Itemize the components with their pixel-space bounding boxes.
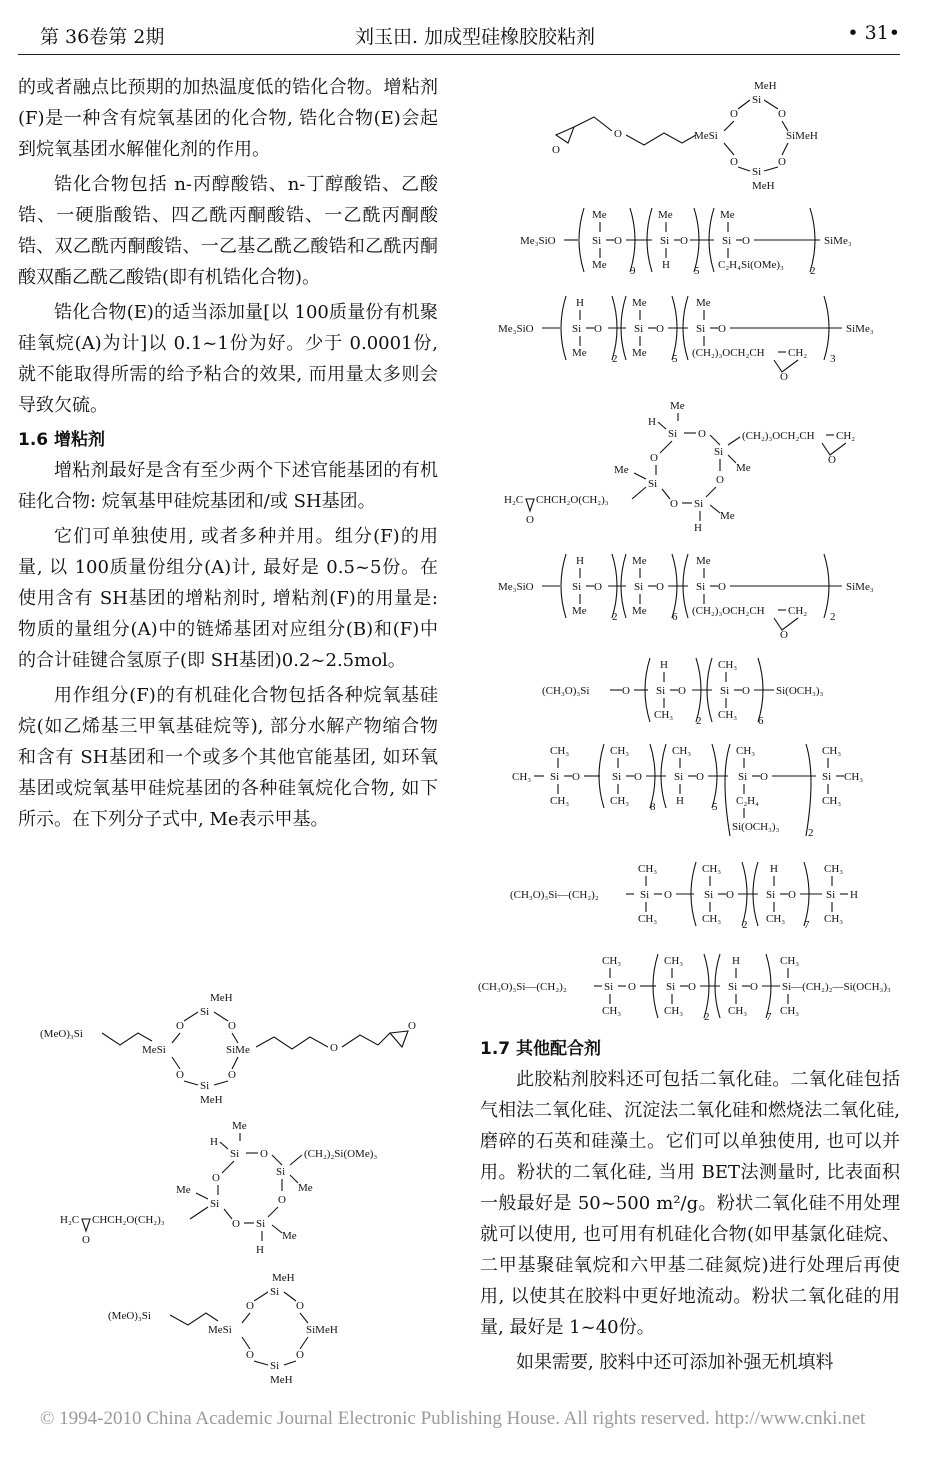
paragraph: 用作组分(F)的有机硅化合物包括各种烷氧基硅烷(如乙烯基三甲氧基硅烷等), 部分水解产物缩合物和含有 SH基团和一个或多个其他官能基团, 如环氧基团或烷氧基甲硅烷基团的各种硅氧烷化合物, 如下所示。在下列分子式中, Me表示甲基。	[18, 685, 438, 830]
svg-text:H: H	[576, 555, 584, 567]
right-column-text	[480, 1034, 900, 1382]
svg-text:Si: Si	[656, 685, 666, 697]
svg-text:O: O	[634, 771, 642, 783]
svg-text:2: 2	[612, 611, 618, 623]
svg-text:C₂H₄Si(OMe)₃: C₂H₄Si(OMe)₃	[718, 259, 784, 271]
svg-text:O: O	[778, 156, 786, 168]
svg-text:H: H	[256, 1244, 264, 1256]
svg-text:CH₃: CH₃	[638, 913, 658, 925]
structure-linear-2	[496, 290, 896, 385]
svg-text:Si: Si	[230, 1148, 240, 1160]
svg-text:Si: Si	[714, 446, 724, 458]
svg-text:H: H	[660, 659, 668, 671]
svg-text:CH₃: CH₃	[672, 745, 692, 757]
svg-text:CH₃: CH₃	[664, 1005, 684, 1017]
svg-text:Me₃SiO: Me₃SiO	[498, 323, 534, 335]
svg-text:Si: Si	[668, 428, 678, 440]
svg-text:MeSi: MeSi	[208, 1324, 232, 1336]
svg-text:CH₃: CH₃	[610, 795, 630, 807]
svg-text:H: H	[676, 795, 684, 807]
svg-text:O: O	[688, 981, 696, 993]
structure-cyclo-1	[30, 985, 450, 1110]
svg-text:H₂C: H₂C	[504, 494, 524, 506]
svg-text:Si: Si	[766, 889, 776, 901]
svg-text:9: 9	[630, 265, 636, 276]
svg-text:O: O	[614, 235, 622, 247]
svg-text:O: O	[228, 1069, 236, 1081]
svg-text:MeH: MeH	[210, 992, 233, 1004]
structure-linear-3	[496, 548, 896, 643]
svg-text:Si: Si	[572, 323, 582, 335]
svg-text:CH₃: CH₃	[602, 955, 622, 967]
svg-text:(CH₂)₃OCH₂CH: (CH₂)₃OCH₂CH	[692, 347, 765, 359]
svg-text:CH₃: CH₃	[654, 709, 674, 721]
svg-text:2: 2	[704, 1011, 710, 1023]
svg-text:Me: Me	[282, 1230, 297, 1242]
svg-text:SiMeH: SiMeH	[786, 130, 818, 142]
svg-text:6: 6	[758, 715, 764, 727]
svg-text:Si: Si	[722, 235, 732, 247]
section-heading: 1.7 其他配合剂	[480, 1039, 602, 1059]
svg-text:H: H	[648, 416, 656, 428]
svg-text:H: H	[576, 297, 584, 309]
svg-text:6: 6	[672, 611, 678, 623]
svg-text:SiMe: SiMe	[226, 1044, 250, 1056]
svg-text:Si(OCH₃)₃: Si(OCH₃)₃	[732, 821, 780, 833]
svg-text:O: O	[828, 454, 836, 466]
svg-text:Si: Si	[696, 581, 706, 593]
svg-text:O: O	[696, 771, 704, 783]
svg-text:Si: Si	[738, 771, 748, 783]
svg-text:CH₃: CH₃	[822, 745, 842, 757]
svg-text:Me: Me	[592, 259, 607, 271]
svg-text:Si: Si	[666, 981, 676, 993]
svg-text:(CH₃O)₃Si: (CH₃O)₃Si	[542, 685, 590, 697]
svg-text:Si: Si	[612, 771, 622, 783]
header-rule	[18, 54, 900, 55]
svg-text:SiMeH: SiMeH	[306, 1324, 338, 1336]
svg-text:H: H	[694, 522, 702, 534]
svg-text:CH₃: CH₃	[550, 745, 570, 757]
svg-text:O: O	[232, 1218, 240, 1230]
svg-text:O: O	[788, 889, 796, 901]
copyright-footer: © 1994-2010 China Academic Journal Electronic Publishing House. All rights reserved. http://www.cnki.net	[40, 1408, 866, 1429]
svg-text:Me: Me	[632, 347, 647, 359]
svg-text:Si: Si	[826, 889, 836, 901]
svg-text:O: O	[408, 1020, 416, 1032]
svg-text:O: O	[698, 428, 706, 440]
svg-text:O: O	[176, 1069, 184, 1081]
svg-text:7: 7	[804, 919, 810, 931]
svg-text:O: O	[278, 1194, 286, 1206]
svg-text:5: 5	[672, 353, 678, 365]
svg-text:O: O	[656, 323, 664, 335]
svg-text:O: O	[212, 1172, 220, 1184]
svg-text:SiMe₃: SiMe₃	[824, 235, 852, 247]
svg-text:Si(OCH₃)₃: Si(OCH₃)₃	[776, 685, 824, 697]
svg-text:O: O	[572, 771, 580, 783]
svg-text:CH₃: CH₃	[728, 1005, 748, 1017]
svg-text:2: 2	[810, 265, 816, 276]
svg-text:O: O	[176, 1020, 184, 1032]
svg-text:Si: Si	[696, 323, 706, 335]
svg-text:MeH: MeH	[272, 1272, 295, 1284]
structure-linear-4	[540, 652, 860, 728]
svg-text:CH₃: CH₃	[610, 745, 630, 757]
svg-text:CH₃: CH₃	[702, 913, 722, 925]
svg-text:CH₃: CH₃	[718, 709, 738, 721]
svg-text:Me: Me	[720, 209, 735, 221]
svg-text:CH₂: CH₂	[836, 430, 856, 442]
svg-text:(CH₃O)₃Si—(CH₂)₂: (CH₃O)₃Si—(CH₂)₂	[478, 981, 567, 993]
svg-text:MeSi: MeSi	[142, 1044, 166, 1056]
svg-text:Me: Me	[176, 1184, 191, 1196]
svg-text:2: 2	[612, 353, 618, 365]
svg-text:8: 8	[650, 801, 656, 813]
svg-text:CH₃: CH₃	[664, 955, 684, 967]
svg-text:Me: Me	[736, 462, 751, 474]
structure-linear-1	[518, 202, 898, 276]
svg-text:CH₃: CH₃	[844, 771, 864, 783]
svg-text:O: O	[760, 771, 768, 783]
section-heading: 1.6 增粘剂	[18, 430, 106, 450]
svg-text:Si: Si	[720, 685, 730, 697]
svg-text:O: O	[228, 1020, 236, 1032]
svg-text:Me: Me	[298, 1182, 313, 1194]
svg-text:O: O	[664, 889, 672, 901]
structure-cyclo-2	[50, 1115, 430, 1260]
structure-linear-6	[508, 856, 898, 932]
svg-text:Me: Me	[572, 347, 587, 359]
svg-text:Me: Me	[696, 297, 711, 309]
svg-text:CH₃: CH₃	[780, 1005, 800, 1017]
svg-text:O: O	[670, 498, 678, 510]
svg-text:O: O	[614, 128, 622, 140]
svg-text:5: 5	[712, 801, 718, 813]
svg-text:MeH: MeH	[200, 1094, 223, 1106]
svg-text:Si: Si	[270, 1360, 280, 1372]
svg-text:O: O	[742, 685, 750, 697]
svg-text:CH₂: CH₂	[788, 347, 808, 359]
svg-text:O: O	[296, 1300, 304, 1312]
structure-cyclo-5	[500, 395, 890, 535]
svg-text:CH₃: CH₃	[702, 863, 722, 875]
svg-text:MeH: MeH	[752, 180, 775, 192]
svg-text:Me: Me	[572, 605, 587, 617]
running-title: 刘玉田. 加成型硅橡胶胶粘剂	[354, 26, 596, 48]
svg-text:Si: Si	[674, 771, 684, 783]
svg-text:Me: Me	[632, 297, 647, 309]
svg-text:H: H	[662, 259, 670, 271]
svg-text:2: 2	[830, 611, 836, 623]
svg-text:O: O	[716, 474, 724, 486]
svg-text:H: H	[770, 863, 778, 875]
svg-text:3: 3	[830, 353, 836, 365]
svg-text:Si: Si	[210, 1198, 220, 1210]
svg-text:CH₃: CH₃	[822, 795, 842, 807]
svg-text:Me₃SiO: Me₃SiO	[498, 581, 534, 593]
svg-text:O: O	[260, 1148, 268, 1160]
svg-text:CHCH₂O(CH₂)₃: CHCH₂O(CH₂)₃	[536, 494, 609, 506]
svg-text:MeSi: MeSi	[694, 130, 718, 142]
svg-text:O: O	[726, 889, 734, 901]
svg-text:O: O	[730, 108, 738, 120]
paragraph: 它们可单独使用, 或者多种并用。组分(F)的用量, 以 100质量份组分(A)计, 最好是 0.5~5份。在使用含有 SH基团的增粘剂时, 增粘剂(F)的用量是: 物质的量组分(A)中的链烯基团对应组分(B)和(F)中的合计硅键合氢原子(即 SH基团)0.2~2.5mol。	[18, 526, 438, 671]
svg-text:CH₃: CH₃	[512, 771, 532, 783]
svg-text:O: O	[246, 1349, 254, 1361]
svg-text:Me: Me	[720, 510, 735, 522]
svg-text:Me: Me	[614, 464, 629, 476]
paragraph: 锆化合物(E)的适当添加量[以 100质量份有机聚硅氧烷(A)为计]以 0.1~1份为好。少于 0.0001份, 就不能取得所需的给予粘合的效果, 而用量太多则会导致欠硫。	[18, 302, 438, 416]
svg-text:Si: Si	[752, 166, 762, 178]
svg-text:C₂H₄: C₂H₄	[736, 795, 759, 807]
svg-text:CH₃: CH₃	[718, 659, 738, 671]
svg-text:CHCH₂O(CH₂)₃: CHCH₂O(CH₂)₃	[92, 1214, 165, 1226]
svg-text:H: H	[850, 889, 858, 901]
svg-text:Me: Me	[632, 605, 647, 617]
svg-text:Si—(CH₂)₂—Si(OCH₃)₃: Si—(CH₂)₂—Si(OCH₃)₃	[782, 981, 891, 993]
svg-text:2: 2	[696, 715, 702, 727]
svg-text:O: O	[246, 1300, 254, 1312]
left-column	[18, 72, 438, 839]
svg-text:Si: Si	[200, 1006, 210, 1018]
svg-text:SiMe₃: SiMe₃	[846, 323, 874, 335]
svg-text:(CH₂)₃OCH₂CH: (CH₂)₃OCH₂CH	[692, 605, 765, 617]
svg-text:(MeO)₃Si: (MeO)₃Si	[40, 1028, 83, 1040]
svg-text:O: O	[594, 323, 602, 335]
paragraph: 增粘剂最好是含有至少两个下述官能基团的有机硅化合物: 烷氧基甲硅烷基团和/或 SH基团。	[18, 460, 438, 512]
svg-text:Si: Si	[270, 1286, 280, 1298]
svg-text:(MeO)₃Si: (MeO)₃Si	[108, 1310, 151, 1322]
svg-text:O: O	[742, 235, 750, 247]
svg-text:CH₂: CH₂	[788, 605, 808, 617]
svg-text:2: 2	[808, 827, 814, 839]
svg-text:2: 2	[742, 919, 748, 931]
paragraph: 此胶粘剂胶料还可包括二氧化硅。二氧化硅包括气相法二氧化硅、沉淀法二氧化硅和燃烧法二氧化硅, 磨碎的石英和硅藻土。它们可以单独使用, 也可以并用。粉状的二氧化硅, 当用 BET法测量时, 比表面积一般最好是 50~500 m²/g。粉状二氧化硅不用处理就可以使用, 也可用有机硅化合物(如甲基氯化硅烷、二甲基聚硅氧烷和六甲基二硅氮烷)进行处理后再使用, 以使其在胶料中更好地流动。粉状二氧化硅的用量, 最好是 1~40份。	[480, 1069, 900, 1338]
structure-linear-7	[476, 948, 906, 1024]
svg-text:7: 7	[766, 1011, 772, 1023]
svg-text:H₂C: H₂C	[60, 1214, 80, 1226]
svg-text:Si: Si	[604, 981, 614, 993]
svg-text:Si: Si	[550, 771, 560, 783]
svg-text:(CH₂)₂Si(OMe)₃: (CH₂)₂Si(OMe)₃	[304, 1148, 378, 1160]
svg-text:O: O	[296, 1349, 304, 1361]
svg-text:CH₃: CH₃	[780, 955, 800, 967]
page-number: • 31•	[847, 22, 900, 44]
svg-text:O: O	[680, 235, 688, 247]
svg-text:O: O	[730, 156, 738, 168]
svg-text:Si: Si	[822, 771, 832, 783]
structure-cyclo-4	[548, 75, 868, 195]
paragraph: 如果需要, 胶料中还可添加补强无机填料	[516, 1352, 834, 1373]
svg-text:O: O	[780, 371, 788, 383]
svg-text:Me: Me	[232, 1120, 247, 1132]
svg-text:Si: Si	[572, 581, 582, 593]
svg-text:Me: Me	[670, 400, 685, 412]
svg-text:5: 5	[694, 265, 700, 276]
svg-text:O: O	[650, 452, 658, 464]
svg-text:O: O	[526, 514, 534, 526]
svg-text:Si: Si	[660, 235, 670, 247]
svg-text:CH₃: CH₃	[824, 863, 844, 875]
svg-text:Si: Si	[276, 1166, 286, 1178]
svg-text:O: O	[622, 685, 630, 697]
svg-text:Si: Si	[640, 889, 650, 901]
paragraph: 锆化合物包括 n-丙醇酸锆、n-丁醇酸锆、乙酸锆、一硬脂酸锆、四乙酰丙酮酸锆、一乙酰丙酮酸锆、双乙酰丙酮酸锆、一乙基乙酰乙酸锆和乙酰丙酮酸双酯乙酰乙酸锆(即有机锆化合物)。	[18, 174, 438, 288]
svg-text:Me: Me	[592, 209, 607, 221]
svg-text:CH₃: CH₃	[638, 863, 658, 875]
svg-text:CH₃: CH₃	[766, 913, 786, 925]
svg-text:Si: Si	[592, 235, 602, 247]
svg-text:MeH: MeH	[270, 1374, 293, 1386]
svg-text:Si: Si	[634, 581, 644, 593]
svg-text:O: O	[656, 581, 664, 593]
svg-text:O: O	[552, 144, 560, 156]
svg-text:(CH₃O)₃Si—(CH₂)₂: (CH₃O)₃Si—(CH₂)₂	[510, 889, 599, 901]
svg-text:SiMe₃: SiMe₃	[846, 581, 874, 593]
svg-text:Si: Si	[752, 94, 762, 106]
svg-text:O: O	[628, 981, 636, 993]
svg-text:CH₃: CH₃	[824, 913, 844, 925]
svg-text:Si: Si	[648, 478, 658, 490]
svg-text:H: H	[732, 955, 740, 967]
svg-text:MeH: MeH	[754, 80, 777, 92]
structure-linear-5	[510, 738, 890, 846]
svg-text:Si: Si	[200, 1080, 210, 1092]
svg-text:Si: Si	[634, 323, 644, 335]
svg-text:O: O	[778, 108, 786, 120]
journal-issue: 第 36卷第 2期	[40, 26, 165, 48]
svg-text:O: O	[330, 1042, 338, 1054]
svg-text:CH₃: CH₃	[736, 745, 756, 757]
svg-text:Me: Me	[632, 555, 647, 567]
svg-text:Me: Me	[696, 555, 711, 567]
svg-text:(CH₂)₃OCH₂CH: (CH₂)₃OCH₂CH	[742, 430, 815, 442]
svg-text:O: O	[82, 1234, 90, 1246]
svg-text:O: O	[594, 581, 602, 593]
svg-text:Si: Si	[256, 1218, 266, 1230]
svg-text:Si: Si	[694, 498, 704, 510]
svg-text:Si: Si	[728, 981, 738, 993]
page-header	[0, 0, 950, 60]
svg-text:O: O	[718, 323, 726, 335]
svg-text:H: H	[210, 1136, 218, 1148]
svg-text:CH₃: CH₃	[602, 1005, 622, 1017]
paragraph: 的或者融点比预期的加热温度低的锆化合物。增粘剂(F)是一种含有烷氧基团的化合物, 锆化合物(E)会起到烷氧基团水解催化剂的作用。	[18, 77, 438, 160]
svg-text:O: O	[718, 581, 726, 593]
svg-text:Si: Si	[704, 889, 714, 901]
svg-text:O: O	[678, 685, 686, 697]
svg-text:CH₃: CH₃	[550, 795, 570, 807]
svg-text:O: O	[750, 981, 758, 993]
svg-text:O: O	[780, 629, 788, 641]
svg-text:Me₃SiO: Me₃SiO	[520, 235, 556, 247]
structure-cyclo-3	[100, 1265, 420, 1390]
svg-text:Me: Me	[658, 209, 673, 221]
